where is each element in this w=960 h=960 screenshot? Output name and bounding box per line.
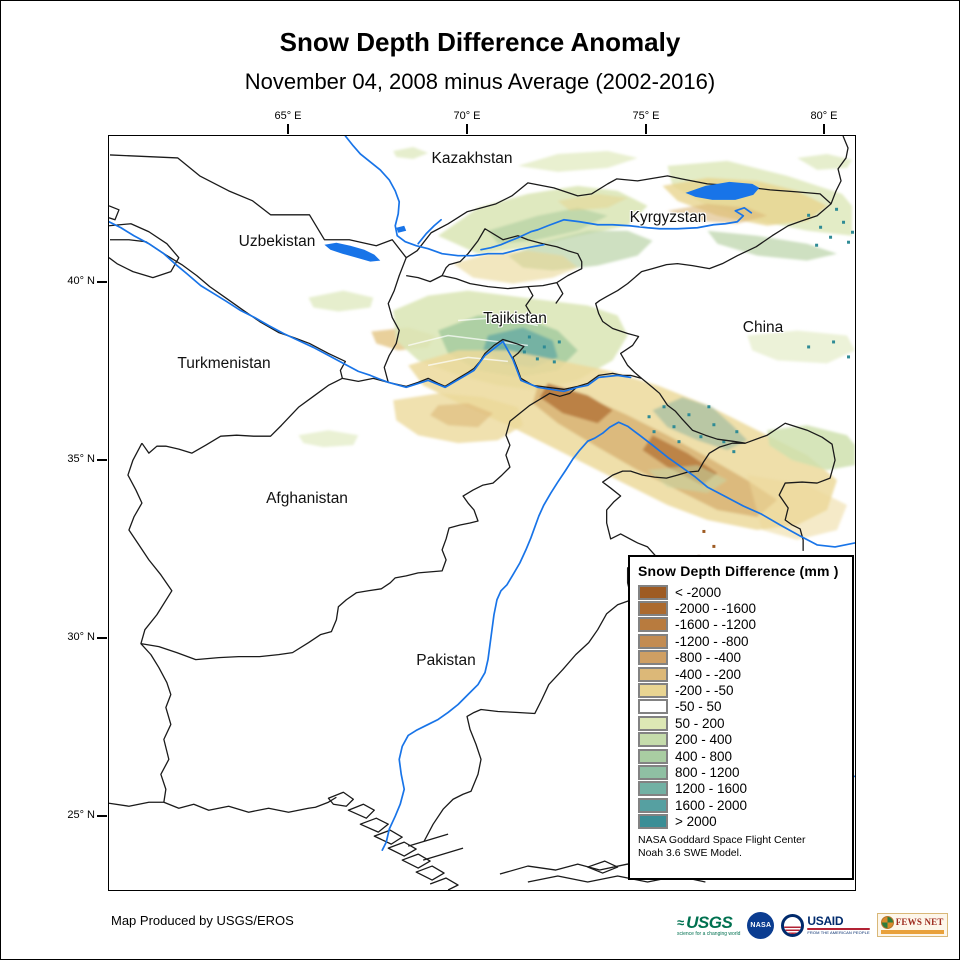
legend-item — [638, 600, 844, 616]
usgs-logo-text: USGS — [686, 912, 733, 932]
partner-logos — [677, 906, 948, 944]
usaid-emblem-icon — [781, 914, 804, 937]
legend-label: 200 - 400 — [675, 732, 733, 748]
usaid-logo-text: USAID — [807, 914, 844, 928]
legend-swatch — [638, 781, 668, 796]
legend-item — [638, 650, 844, 666]
lat-tick-mark — [97, 281, 107, 283]
fewsnet-logo-text: FEWS NET — [895, 917, 944, 927]
usgs-wave-icon: ≈ — [677, 914, 685, 930]
lon-tick-mark — [823, 124, 825, 134]
legend-label: 1600 - 2000 — [675, 797, 748, 813]
legend-item — [638, 584, 844, 600]
legend-swatch — [638, 749, 668, 764]
lat-tick-mark — [97, 637, 107, 639]
legend-label: -1600 - -1200 — [675, 617, 757, 633]
legend-label: -800 - -400 — [675, 650, 742, 666]
lat-tick-label-30n: 30° N — [67, 631, 95, 643]
produced-by-credit: Map Produced by USGS/EROS — [111, 913, 294, 928]
legend-item — [638, 781, 844, 797]
lon-tick-label-70e: 70° E — [453, 110, 481, 122]
anomaly-raster — [298, 147, 855, 540]
legend-swatch — [638, 699, 668, 714]
legend — [628, 555, 854, 880]
legend-swatch — [638, 650, 668, 665]
map-subtitle: November 04, 2008 minus Average (2002-2016) — [244, 69, 716, 94]
lat-tick-label-40n: 40° N — [67, 275, 95, 287]
legend-label: 800 - 1200 — [675, 764, 740, 780]
legend-swatch — [638, 798, 668, 813]
fewsnet-globe-icon — [881, 916, 894, 929]
legend-item — [638, 699, 844, 715]
legend-swatch — [638, 617, 668, 632]
country-label-turkmenistan: Turkmenistan — [177, 355, 271, 372]
legend-item — [638, 682, 844, 698]
legend-item — [638, 732, 844, 748]
legend-label: 50 - 200 — [675, 715, 725, 731]
lon-tick-label-75e: 75° E — [632, 110, 660, 122]
legend-swatch — [638, 716, 668, 731]
legend-item — [638, 633, 844, 649]
usaid-logo — [781, 914, 869, 937]
country-label-pakistan: Pakistan — [416, 652, 476, 669]
lat-tick-mark — [97, 459, 107, 461]
lat-tick-mark — [97, 815, 107, 817]
legend-item — [638, 813, 844, 829]
legend-swatch — [638, 634, 668, 649]
country-label-kyrgyzstan: Kyrgyzstan — [629, 209, 707, 226]
legend-credit-line1: NASA Goddard Space Flight Center — [638, 833, 806, 846]
legend-label: 400 - 800 — [675, 748, 733, 764]
country-label-uzbekistan: Uzbekistan — [238, 233, 316, 250]
lat-tick-label-35n: 35° N — [67, 453, 95, 465]
lon-tick-mark — [645, 124, 647, 134]
legend-label: -200 - -50 — [675, 683, 734, 699]
lat-tick-label-25n: 25° N — [67, 809, 95, 821]
fewsnet-logo — [877, 913, 948, 937]
lon-tick-label-80e: 80° E — [810, 110, 838, 122]
legend-items — [638, 584, 844, 830]
usaid-tagline: FROM THE AMERICAN PEOPLE — [807, 930, 870, 935]
country-label-kazakhstan: Kazakhstan — [431, 150, 513, 167]
legend-label: < -2000 — [675, 584, 722, 600]
country-label-china: China — [742, 319, 784, 336]
nasa-logo — [747, 912, 774, 939]
country-label-afghanistan: Afghanistan — [266, 490, 348, 507]
nasa-logo-text: NASA — [750, 921, 772, 929]
country-label-tajikistan: Tajikistan — [483, 310, 547, 327]
usgs-logo — [677, 914, 740, 937]
legend-item — [638, 748, 844, 764]
legend-swatch — [638, 667, 668, 682]
lon-tick-mark — [287, 124, 289, 134]
legend-label: -50 - 50 — [675, 699, 722, 715]
lon-tick-mark — [466, 124, 468, 134]
legend-credit-line2: Noah 3.6 SWE Model. — [638, 846, 742, 859]
legend-swatch — [638, 732, 668, 747]
fewsnet-tagline-bar — [881, 930, 944, 934]
legend-label: -2000 - -1600 — [675, 601, 757, 617]
legend-swatch — [638, 765, 668, 780]
legend-item — [638, 764, 844, 780]
legend-swatch — [638, 601, 668, 616]
legend-label: -400 - -200 — [675, 666, 742, 682]
legend-item — [638, 617, 844, 633]
legend-item — [638, 797, 844, 813]
legend-swatch — [638, 814, 668, 829]
map-title: Snow Depth Difference Anomaly — [279, 27, 681, 57]
legend-label: 1200 - 1600 — [675, 781, 748, 797]
usgs-tagline: science for a changing world — [677, 930, 741, 937]
legend-label: -1200 - -800 — [675, 633, 749, 649]
legend-item — [638, 715, 844, 731]
lon-tick-label-65e: 65° E — [274, 110, 302, 122]
legend-item — [638, 666, 844, 682]
legend-swatch — [638, 683, 668, 698]
legend-swatch — [638, 585, 668, 600]
legend-label: > 2000 — [675, 814, 717, 830]
legend-title: Snow Depth Difference (mm ) — [638, 563, 839, 579]
map-frame — [108, 135, 856, 891]
